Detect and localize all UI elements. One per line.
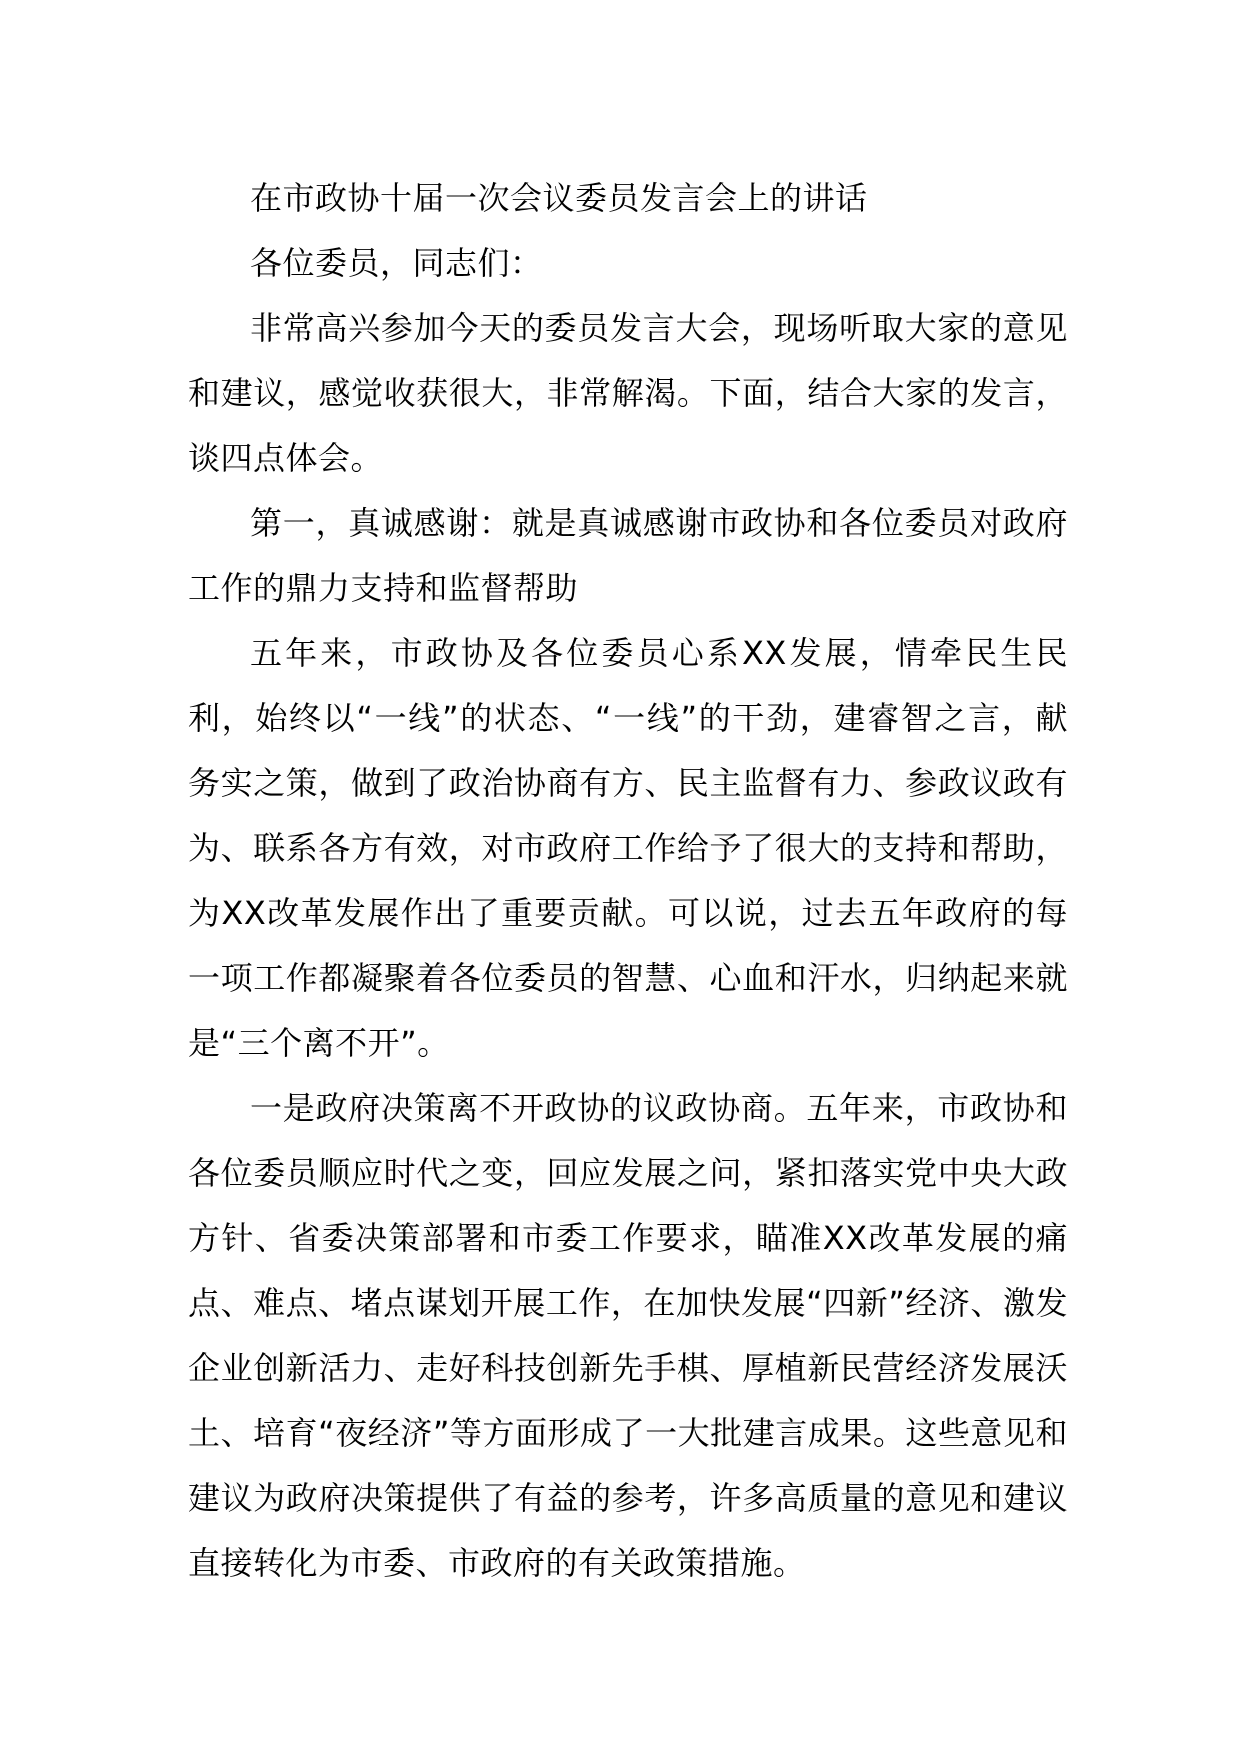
paragraph-section-heading: 第一，真诚感谢：就是真诚感谢市政协和各位委员对政府工作的鼎力支持和监督帮助 (188, 504, 1068, 607)
paragraph-five-years: 五年来，市政协及各位委员心系XX发展，情牵民生民利，始终以“一线”的状态、“一线”的干劲，建睿智之言，献务实之策，做到了政治协商有方、民主监督有力、参政议政有为、联系各方有效，对市政府工作给予了很大的支持和帮助，为XX改革发展作出了重要贡献。可以说，过去五年政府的每一项工作都凝聚着各位委员的智慧、心血和汗水，归纳起来就是“三个离不开”。 (188, 634, 1068, 1062)
document-body (188, 166, 1068, 1596)
paragraph-point-one: 一是政府决策离不开政协的议政协商。五年来，市政协和各位委员顺应时代之变，回应发展之问，紧扣落实党中央大政方针、省委决策部署和市委工作要求，瞄准XX改革发展的痛点、难点、堵点谋划开展工作，在加快发展“四新”经济、激发企业创新活力、走好科技创新先手棋、厚植新民营经济发展沃土、培育“夜经济”等方面形成了一大批建言成果。这些意见和建议为政府决策提供了有益的参考，许多高质量的意见和建议直接转化为市委、市政府的有关政策措施。 (188, 1089, 1068, 1582)
paragraph-intro: 非常高兴参加今天的委员发言大会，现场听取大家的意见和建议，感觉收获很大，非常解渴。下面，结合大家的发言，谈四点体会。 (188, 309, 1068, 477)
document-title: 在市政协十届一次会议委员发言会上的讲话 (250, 179, 868, 217)
salutation: 各位委员，同志们： (250, 244, 543, 282)
